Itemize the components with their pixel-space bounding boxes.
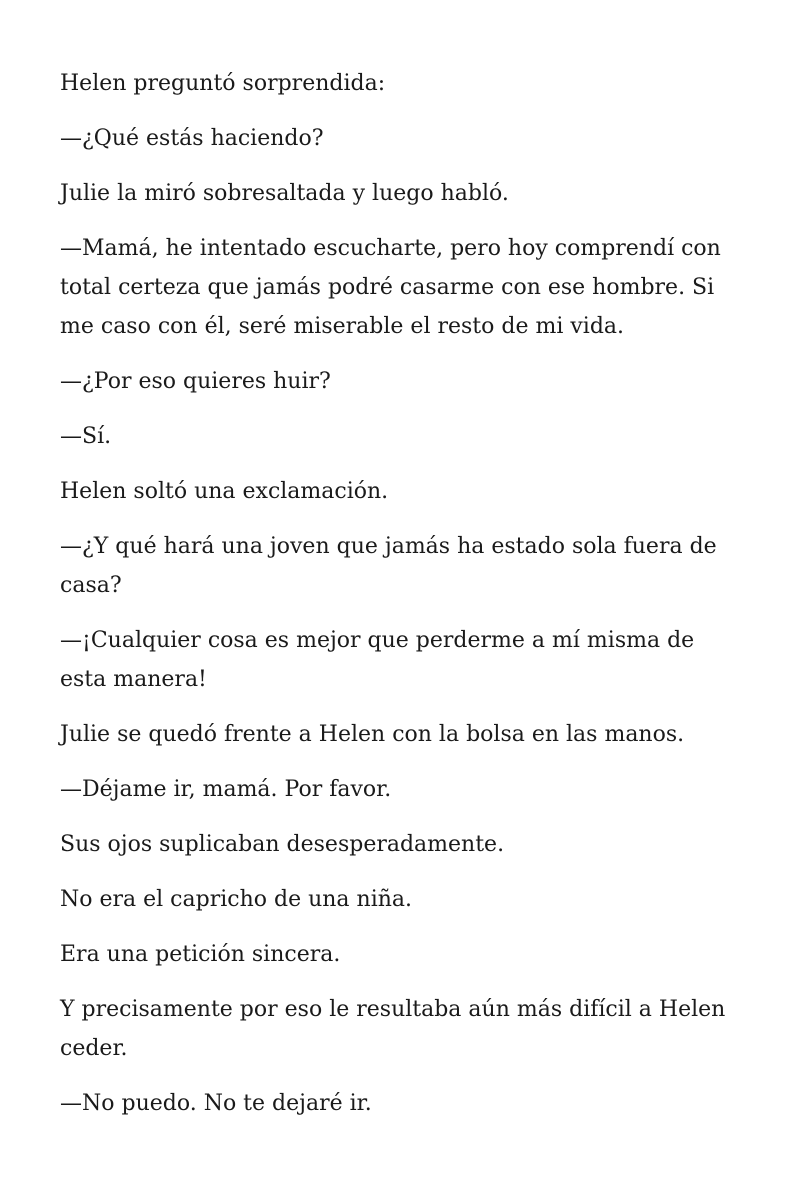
paragraph: Helen preguntó sorprendida: (60, 71, 386, 96)
paragraph: —¡Cualquier cosa es mejor que perderme a mí misma de esta manera! (60, 628, 695, 692)
paragraph: —Déjame ir, mamá. Por favor. (60, 777, 392, 802)
paragraph: —¿Qué estás haciendo? (60, 126, 324, 151)
paragraph: Julie se quedó frente a Helen con la bolsa en las manos. (60, 722, 685, 747)
paragraph: —Sí. (60, 424, 112, 449)
paragraph: —¿Por eso quieres huir? (60, 369, 331, 394)
paragraph: Era una petición sincera. (60, 942, 341, 967)
paragraph: —No puedo. No te dejaré ir. (60, 1091, 372, 1116)
paragraph: Julie la miró sobresaltada y luego habló. (60, 181, 509, 206)
paragraph: Sus ojos suplicaban desesperadamente. (60, 832, 505, 857)
paragraph: Helen soltó una exclamación. (60, 479, 389, 504)
paragraph: No era el capricho de una niña. (60, 887, 413, 912)
paragraph: —¿Y qué hará una joven que jamás ha estado sola fuera de casa? (60, 534, 717, 598)
paragraph: —Mamá, he intentado escucharte, pero hoy comprendí con total certeza que jamás podré casarme con ese hombre. Si me caso con él, seré miserable el resto de mi vida. (60, 236, 721, 339)
paragraph: Y precisamente por eso le resultaba aún más difícil a Helen ceder. (60, 997, 726, 1061)
reading-page (60, 64, 740, 1139)
